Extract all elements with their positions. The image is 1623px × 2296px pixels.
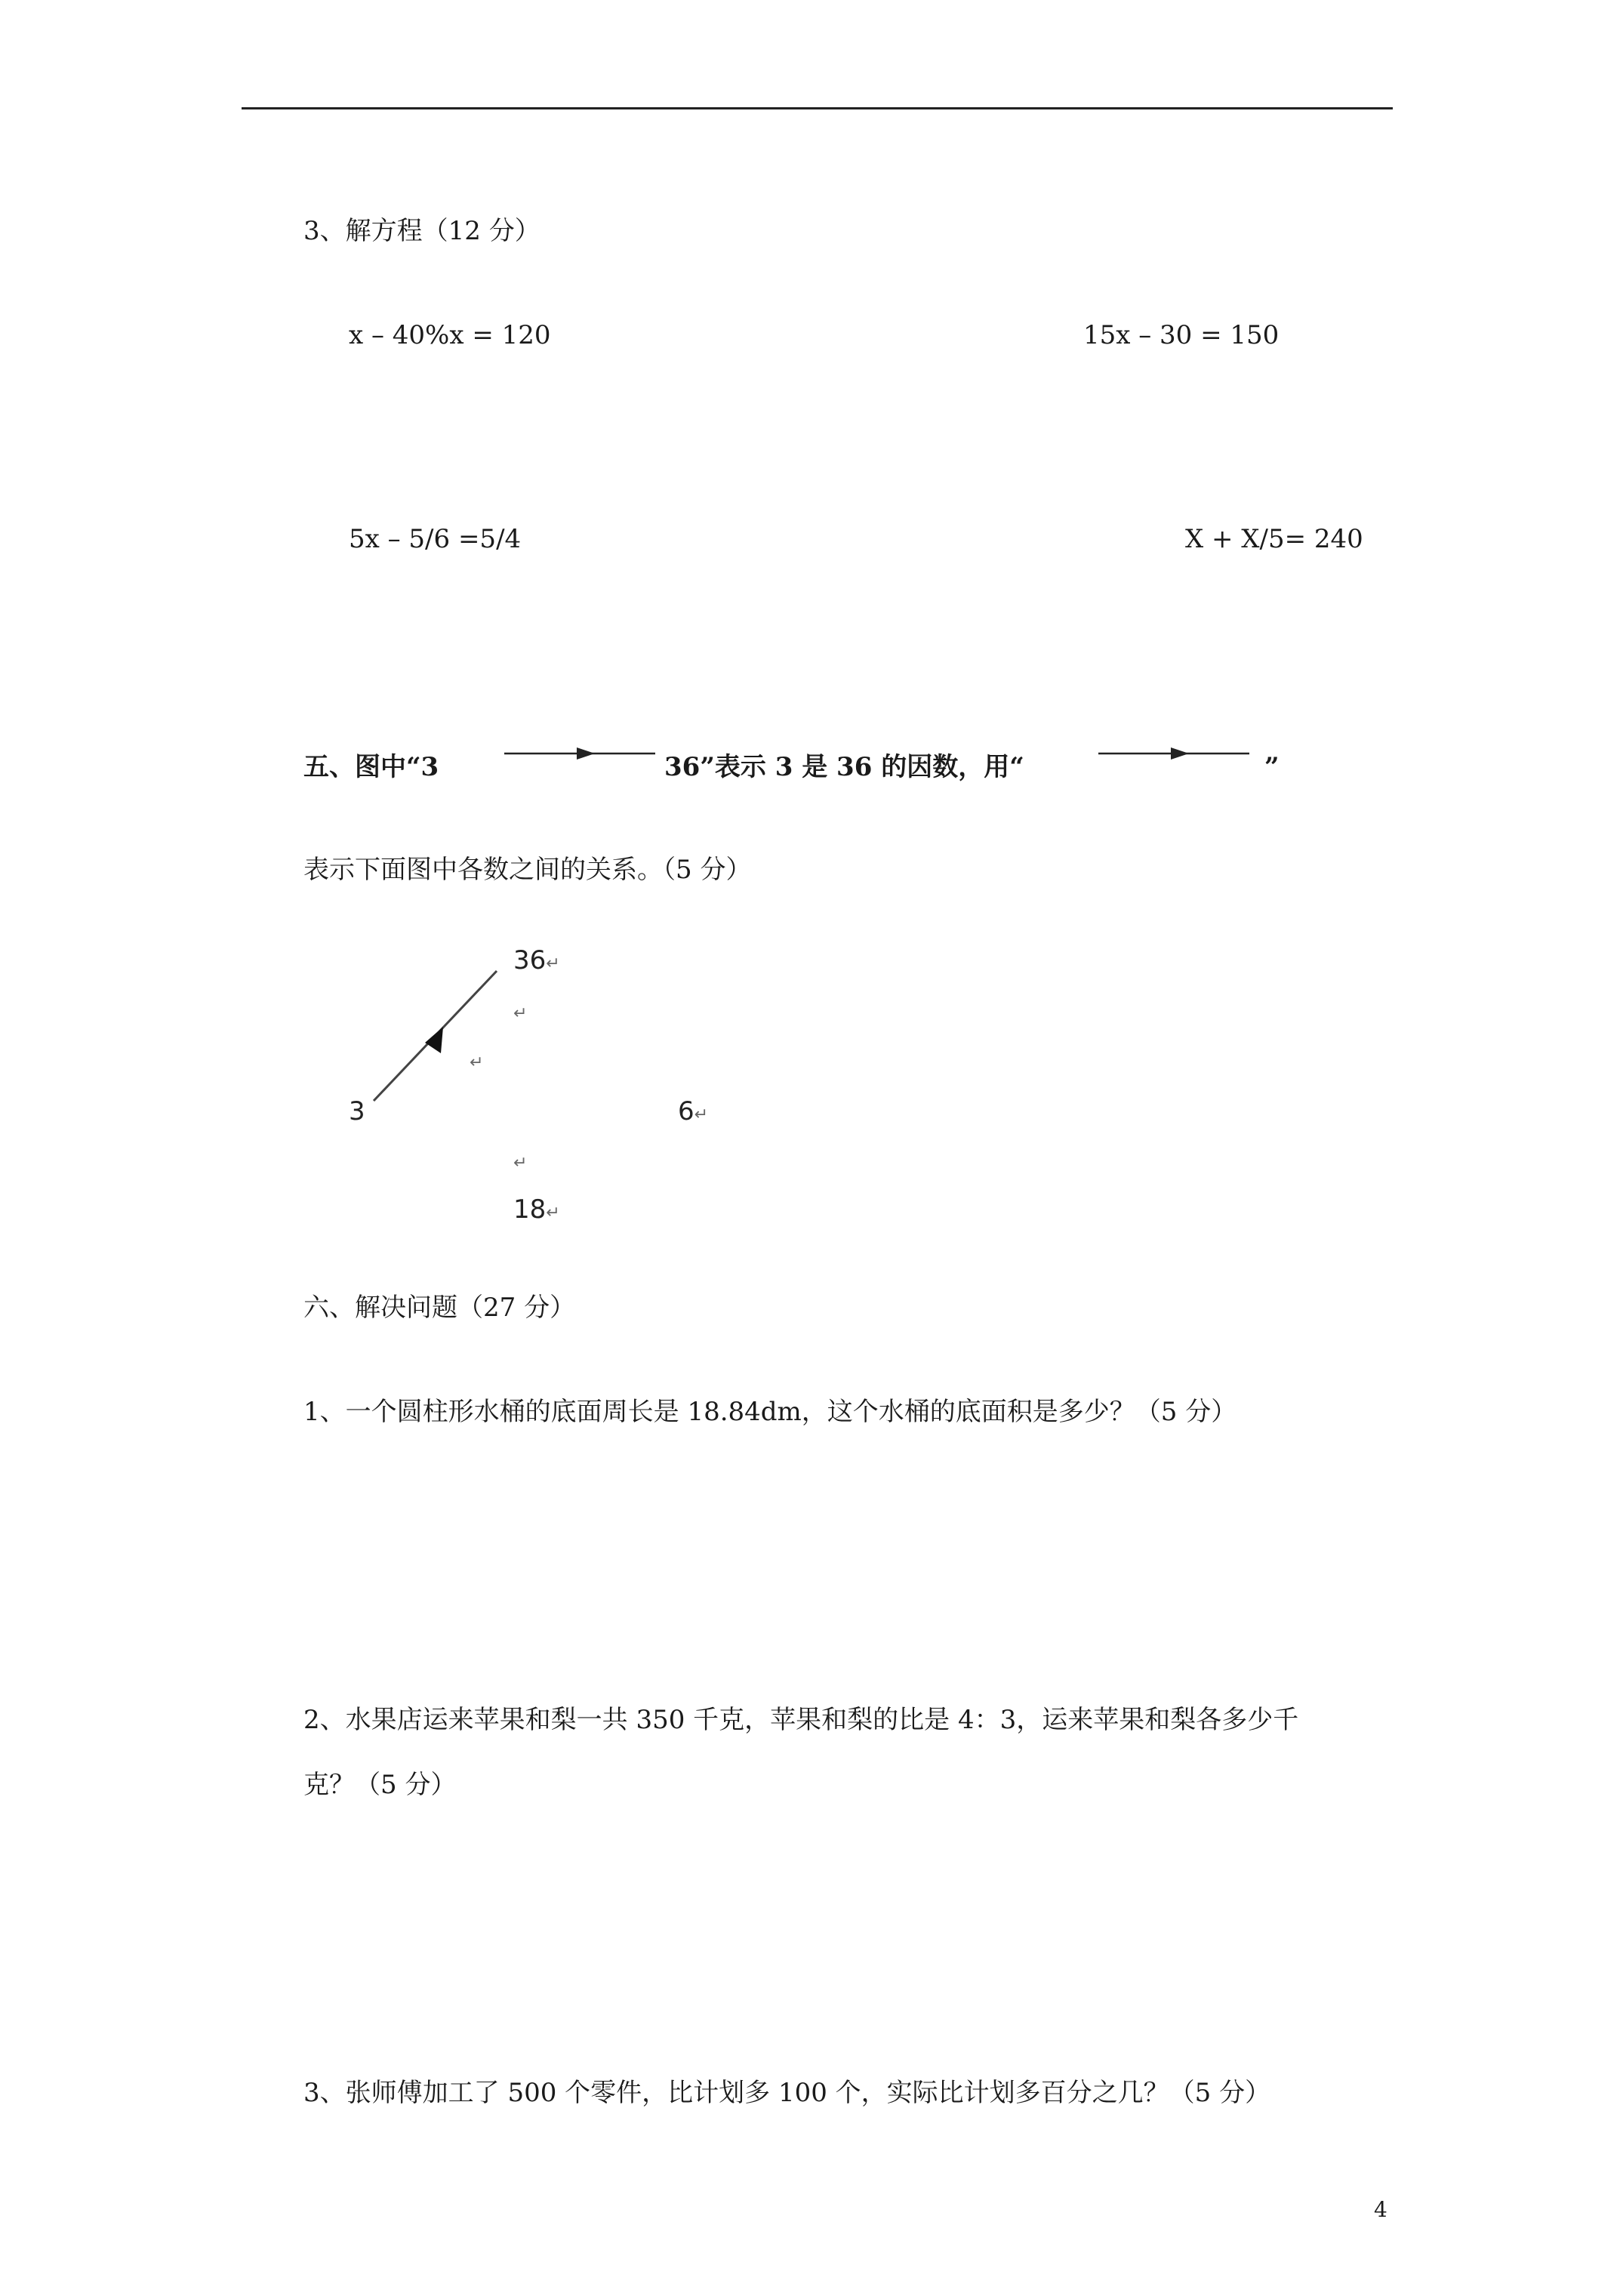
node-18: 18↵: [513, 1194, 560, 1225]
section5-text-c: ”: [1264, 752, 1280, 782]
equation-3: 5x – 5/6 =5/4: [349, 524, 522, 554]
section6-title: 六、解决问题（27 分）: [303, 1293, 576, 1323]
paragraph-mark-icon: ↵: [470, 1053, 484, 1072]
problem-1: 1、一个圆柱形水桶的底面周长是 18.84dm，这个水桶的底面积是多少？（5 分）: [303, 1397, 1237, 1427]
problem-2-line1: 2、水果店运来苹果和梨一共 350 千克，苹果和梨的比是 4：3，运来苹果和梨各多少千: [303, 1705, 1299, 1735]
paragraph-mark-icon: ↵: [513, 1004, 528, 1023]
node-36: 36↵: [513, 945, 560, 975]
problem-2-line2: 克？（5 分）: [303, 1770, 457, 1800]
equation-4: X + X/5= 240: [1185, 524, 1363, 554]
section5-instruction: 表示下面图中各数之间的关系。（5 分）: [303, 855, 752, 885]
paragraph-mark-icon: ↵: [513, 1154, 528, 1173]
node-3: 3: [349, 1096, 365, 1126]
node-6: 6↵: [678, 1096, 709, 1126]
arrow-icon-usage: [1098, 744, 1249, 766]
q3-title: 3、解方程（12 分）: [303, 216, 540, 246]
page-number: 4: [1374, 2197, 1387, 2222]
section5-text-a: 五、图中“3: [303, 752, 439, 782]
equation-2: 15x – 30 = 150: [1083, 320, 1280, 350]
equation-1: x – 40%x = 120: [349, 320, 551, 350]
arrow-icon-example: [504, 744, 655, 766]
diagram-arrow-3-to-36: [362, 959, 513, 1110]
header-rule: [242, 107, 1393, 109]
section5-text-b: 36”表示 3 是 36 的因数，用“: [664, 752, 1024, 782]
problem-3: 3、张师傅加工了 500 个零件，比计划多 100 个，实际比计划多百分之几？（5 分）: [303, 2078, 1271, 2108]
